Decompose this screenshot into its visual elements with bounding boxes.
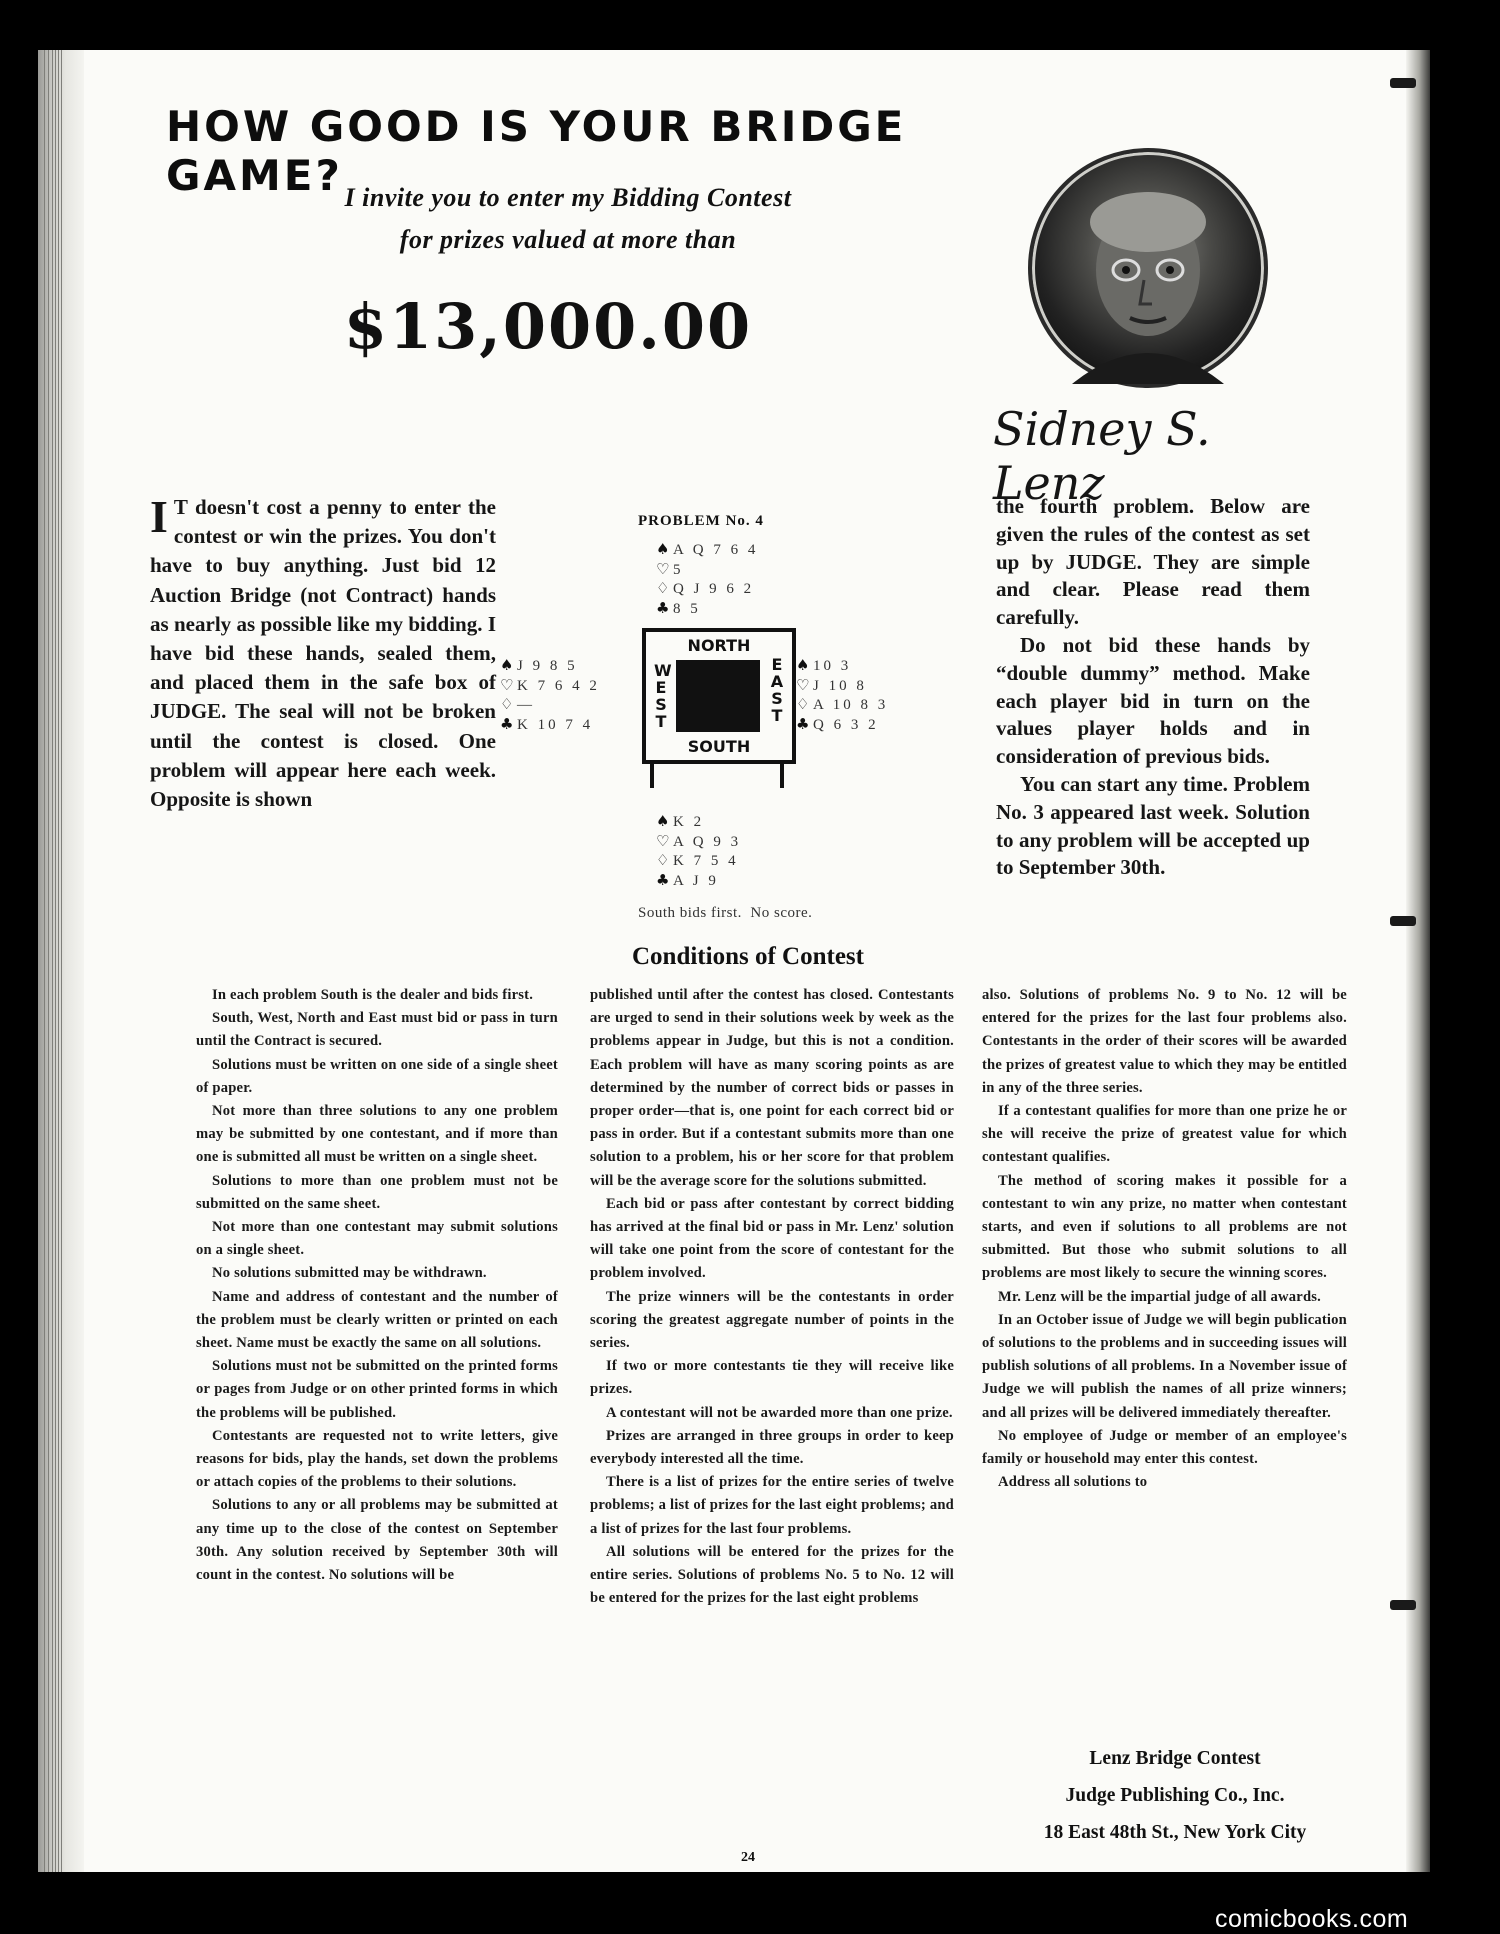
paragraph: A contestant will not be awarded more than one prize. <box>606 1404 953 1421</box>
paragraph: Address all solutions to <box>998 1474 1148 1491</box>
paragraph: Do not bid these hands by “double dummy” method. Make each player bid in turn on the values player holds and in consideration of previous bids. <box>996 632 1310 769</box>
paragraph: Solutions must be written on one side of a single sheet of paper. <box>196 1056 558 1096</box>
west-hand: ♠ J 9 8 5 ♡ K 7 6 4 2 ♢ — ♣ K 10 7 4 <box>500 656 600 733</box>
right-intro-column <box>996 493 1310 882</box>
address-line: Lenz Bridge Contest <box>1089 1748 1261 1769</box>
paragraph: No solutions submitted may be withdrawn. <box>212 1265 487 1282</box>
table-leg <box>780 762 784 788</box>
watermark: comicbooks.com <box>1215 1905 1409 1933</box>
headline: HOW GOOD IS YOUR BRIDGE GAME? <box>166 102 907 200</box>
intro-column <box>150 493 496 814</box>
drop-cap: I <box>150 491 168 542</box>
conditions-title: Conditions of Contest <box>632 943 864 970</box>
paragraph: In an October issue of Judge we will begin publication of solutions to the problems and in succeeding issues will publish solutions of all problems. In a November issue of Judge we will publish the names of all prize winners; and all prizes will be delivered immediately thereafter. <box>982 1311 1347 1421</box>
paragraph: The prize winners will be the contestants in order scoring the greatest aggregate number of points in the series. <box>590 1288 954 1352</box>
paragraph: You can start any time. Problem No. 3 appeared last week. Solution to any problem will be accepted up to September 30th. <box>996 771 1310 880</box>
author-signature: Sidney S. Lenz <box>993 402 1211 510</box>
east-label: EAST <box>770 655 784 725</box>
problem-note: South bids first. No score. <box>638 905 813 921</box>
binding-clip <box>1390 78 1416 88</box>
table-square <box>676 660 760 732</box>
mailing-address <box>980 1740 1370 1851</box>
paragraph: In each problem South is the dealer and bids first. <box>212 987 534 1003</box>
paragraph: published until after the contest has closed. Contestants are urged to send in their solutions week by week as the problems appear in Judge, but this is not a condition. Each problem will have as many scoring points as are determined by the number of correct bids or passes in proper order—that is, one point for each correct bid or pass in order. But if a contestant submits more than one solution to a problem, his or her score for that problem will be the average score for the solutions submitted. <box>590 987 954 1189</box>
paragraph: also. Solutions of problems No. 9 to No. 12 will be entered for the prizes for the last four problems also. Contestants in the order of their scores will be awarded the prizes of greatest value to which they may be entitled in any of the three series. <box>982 987 1347 1096</box>
paragraph: No employee of Judge or member of an employee's family or household may enter this contest. <box>982 1427 1347 1468</box>
prize-amount: $13,000.00 <box>343 290 753 363</box>
page-number: 24 <box>741 1850 755 1865</box>
paragraph: Not more than three solutions to any one problem may be submitted by one contestant, and if more than one is submitted all must be written on a single sheet. <box>196 1103 558 1166</box>
west-label: WEST <box>654 661 672 731</box>
north-hand: ♠ A Q 7 6 4 ♡ 5 ♢ Q J 9 6 2 ♣ 8 5 <box>656 540 759 617</box>
portrait-face-icon <box>1032 152 1264 384</box>
paragraph: All solutions will be entered for the prizes for the entire series. Solutions of problems No. 5 to No. 12 will be entered for the prizes for the last eight problems <box>590 1543 954 1607</box>
paragraph: the fourth problem. Below are given the rules of the contest as set up by JUDGE. They are simple and clear. Please read them carefully. <box>996 494 1310 630</box>
paragraph: Prizes are arranged in three groups in order to keep everybody interested all the time. <box>590 1427 954 1468</box>
invite-text <box>188 177 948 261</box>
south-label: SOUTH <box>687 737 751 756</box>
paragraph: Each bid or pass after contestant by correct bidding has arrived at the final bid or pass in Mr. Lenz' solution will take one point from the score of contestant for the problem involved. <box>590 1195 954 1282</box>
author-portrait <box>1028 148 1268 388</box>
invite-line: for prizes valued at more than <box>399 225 737 254</box>
paragraph: Not more than one contestant may submit solutions on a single sheet. <box>196 1219 558 1259</box>
magazine-page <box>38 50 1430 1872</box>
address-line: 18 East 48th St., New York City <box>1043 1822 1307 1843</box>
binding-clip <box>1390 1600 1416 1610</box>
north-label: NORTH <box>687 636 751 655</box>
conditions-column-2 <box>590 984 954 1610</box>
conditions-column-3 <box>982 984 1347 1494</box>
binding-clip <box>1390 916 1416 926</box>
paragraph: Solutions to any or all problems may be submitted at any time up to the close of the contest on September 30th. Any solution received by September 30th will count in the contest. No solutions will be <box>196 1497 558 1584</box>
paragraph: If two or more contestants tie they will receive like prizes. <box>590 1358 954 1398</box>
table-leg <box>650 762 654 788</box>
conditions-column-1 <box>196 984 558 1587</box>
paragraph: There is a list of prizes for the entire series of twelve problems; a list of prizes for the last eight problems; and a list of prizes for the last four problems. <box>590 1474 954 1537</box>
book-spine <box>38 50 84 1872</box>
paragraph: Mr. Lenz will be the impartial judge of all awards. <box>998 1288 1322 1305</box>
paragraph: South, West, North and East must bid or pass in turn until the Contract is secured. <box>196 1010 558 1050</box>
bridge-table-diagram <box>642 628 796 764</box>
east-hand: ♠ 10 3 ♡ J 10 8 ♢ A 10 8 3 ♣ Q 6 3 2 <box>796 656 889 733</box>
paragraph: Solutions to more than one problem must not be submitted on the same sheet. <box>196 1172 558 1212</box>
paragraph: If a contestant qualifies for more than one prize he or she will receive the prize of greatest value for which contestant qualifies. <box>982 1103 1347 1166</box>
page-right-edge <box>1406 50 1430 1872</box>
paragraph: Solutions must not be submitted on the printed forms or pages from Judge or on other printed forms in which the problems will be published. <box>196 1358 558 1421</box>
problem-title: PROBLEM No. 4 <box>638 513 764 529</box>
paragraph: Contestants are requested not to write letters, give reasons for bids, play the hands, set down the problems or attach copies of the problems to their solutions. <box>196 1427 558 1491</box>
intro-text: T doesn't cost a penny to enter the contest or win the prizes. You don't have to buy anything. Just bid 12 Auction Bridge (not Contract) hands as nearly as possible like my bidding. I have bid these hands, sealed them, and placed them in the safe box of JUDGE. The seal will not be broken until the contest is closed. One problem will appear here each week. Opposite is shown <box>150 495 496 812</box>
south-hand: ♠ K 2 ♡ A Q 9 3 ♢ K 7 5 4 ♣ A J 9 <box>656 812 742 889</box>
paragraph: The method of scoring makes it possible for a contestant to win any prize, no matter when contestant starts, and even if solutions to all problems are not submitted. But those who submit solutions to all problems are most likely to secure the winning scores. <box>982 1172 1347 1282</box>
paragraph: Name and address of contestant and the number of the problem must be clearly written or printed on each sheet. Name must be exactly the same on all solutions. <box>196 1288 558 1352</box>
address-line: Judge Publishing Co., Inc. <box>1065 1785 1285 1806</box>
invite-line: I invite you to enter my Bidding Contest <box>344 183 792 212</box>
